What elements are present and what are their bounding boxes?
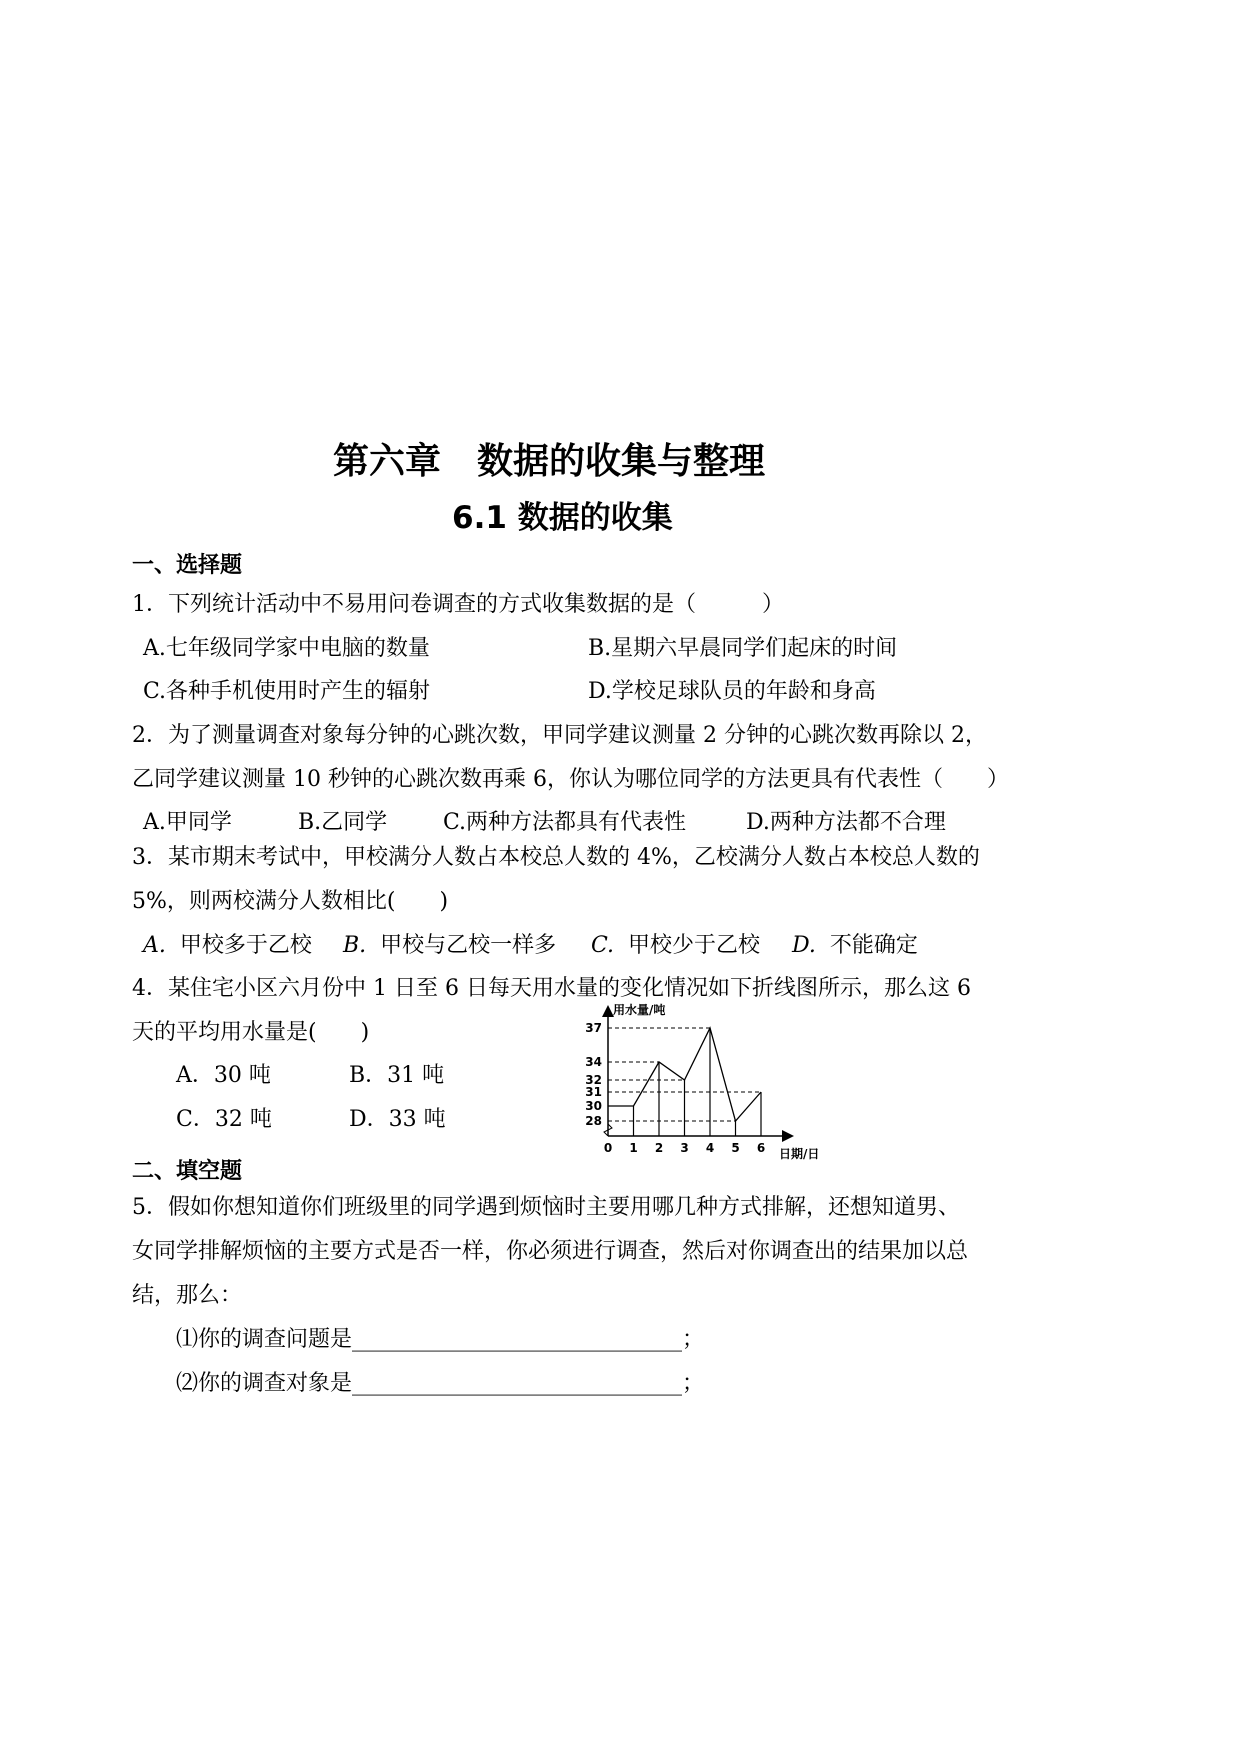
question-1-stem: 1．下列统计活动中不易用问卷调查的方式收集数据的是（ ）: [132, 592, 784, 617]
question-1-option-c: C.各种手机使用时产生的辐射: [143, 679, 431, 704]
question-4-option-a: A．30 吨: [176, 1063, 271, 1088]
question-4-option-b: B．31 吨: [349, 1063, 445, 1088]
option-text: 甲校多于乙校: [179, 933, 312, 958]
question-3-option-a: [143, 931, 312, 961]
y-tick-label: 32: [585, 1073, 602, 1087]
question-2-option-b: B.乙同学: [298, 810, 388, 835]
option-text: 甲校少于乙校: [628, 933, 761, 958]
x-tick-label: 1: [629, 1141, 638, 1155]
x-axis-title: 日期/日: [779, 1147, 820, 1161]
question-4-line-1: 4．某住宅小区六月份中 1 日至 6 日每天用水量的变化情况如下折线图所示，那么这 6: [132, 976, 971, 1001]
section-heading-choice: 一、选择题: [132, 553, 243, 578]
option-text: 甲校与乙校一样多: [380, 933, 557, 958]
question-3-option-d: [792, 931, 918, 961]
y-tick-label: 37: [585, 1021, 602, 1035]
x-tick-label: 2: [654, 1141, 664, 1155]
option-letter: B.: [343, 933, 367, 958]
y-tick-label: 28: [585, 1114, 602, 1128]
question-5-line-3: 结，那么：: [132, 1283, 243, 1308]
question-3-line-1: 3．某市期末考试中，甲校满分人数占本校总人数的 4%，乙校满分人数占本校总人数的: [132, 845, 980, 870]
water-usage-line-chart: [570, 1000, 840, 1165]
question-2-option-a: A.甲同学: [143, 810, 232, 835]
option-text: 不能确定: [829, 933, 918, 958]
option-letter: C.: [591, 933, 615, 958]
question-5-line-1: 5．假如你想知道你们班级里的同学遇到烦恼时主要用哪几种方式排解，还想知道男、: [132, 1195, 960, 1220]
y-axis-title: 用水量/吨: [613, 1003, 666, 1017]
x-tick-label: 6: [756, 1141, 766, 1155]
option-letter: A.: [143, 933, 166, 958]
question-1-option-a: A.七年级同学家中电脑的数量: [143, 636, 430, 661]
x-tick-label: 5: [731, 1141, 740, 1155]
question-3-option-b: [343, 931, 556, 961]
question-2-line-2: 乙同学建议测量 10 秒钟的心跳次数再乘 6，你认为哪位同学的方法更具有代表性（ ）: [132, 767, 1009, 792]
y-tick-label: 34: [585, 1055, 602, 1069]
question-5-part-2: ⑵你的调查对象是______________________________；: [176, 1371, 705, 1396]
y-tick-label: 31: [585, 1085, 602, 1099]
question-2-option-d: D.两种方法都不合理: [746, 810, 946, 835]
x-tick-label: 0: [603, 1141, 613, 1155]
question-4-line-2: 天的平均用水量是( ): [132, 1020, 370, 1045]
question-2-option-c: C.两种方法都具有代表性: [443, 810, 687, 835]
question-1-option-b: B.星期六早晨同学们起床的时间: [588, 636, 898, 661]
chapter-title: 第六章 数据的收集与整理: [333, 441, 766, 482]
question-5-part-1: ⑴你的调查问题是______________________________；: [176, 1327, 705, 1352]
question-1-option-d: D.学校足球队员的年龄和身高: [588, 679, 876, 704]
question-5-line-2: 女同学排解烦恼的主要方式是否一样，你必须进行调查，然后对你调查出的结果加以总: [132, 1239, 969, 1264]
question-4-option-d: D．33 吨: [349, 1107, 446, 1132]
option-letter: D.: [792, 933, 816, 958]
question-2-line-1: 2．为了测量调查对象每分钟的心跳次数，甲同学建议测量 2 分钟的心跳次数再除以 2，: [132, 723, 987, 748]
section-heading-fill: 二、填空题: [132, 1159, 243, 1184]
question-3-option-c: [591, 931, 760, 961]
question-4-option-c: C．32 吨: [176, 1107, 272, 1132]
x-tick-label: 4: [705, 1141, 715, 1155]
x-tick-label: 3: [680, 1141, 689, 1155]
y-tick-label: 30: [585, 1099, 602, 1113]
section-subtitle: 6.1 数据的收集: [452, 500, 673, 536]
question-3-line-2: 5%，则两校满分人数相比( ): [132, 889, 449, 914]
